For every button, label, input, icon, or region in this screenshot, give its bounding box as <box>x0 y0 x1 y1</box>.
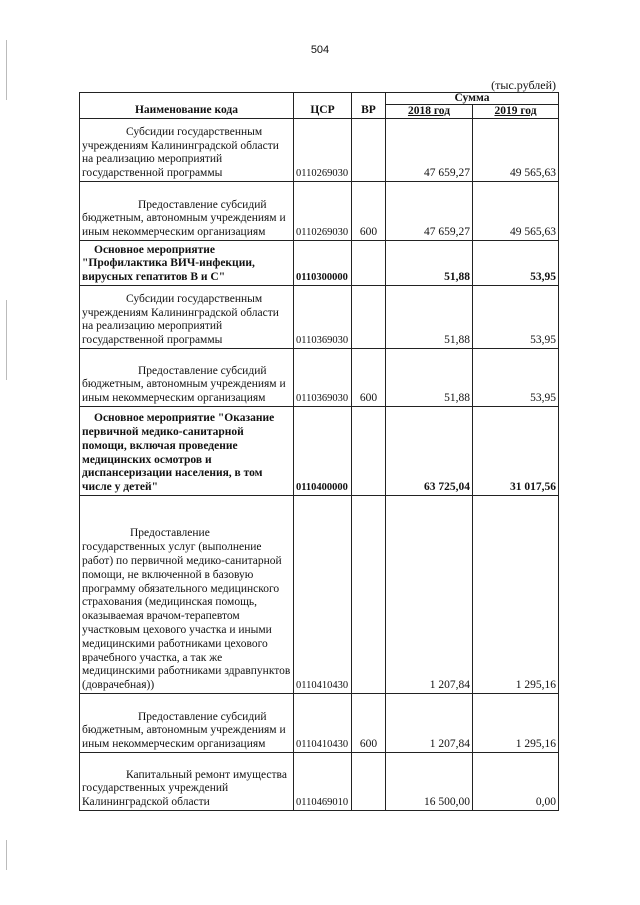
row-sum-2019: 49 565,63 <box>473 119 559 182</box>
row-sum-2018: 51,88 <box>386 286 473 349</box>
row-sum-2019: 53,95 <box>473 286 559 349</box>
row-vr: 600 <box>352 182 386 241</box>
row-sum-2018: 63 725,04 <box>386 407 473 496</box>
header-vr: ВР <box>352 93 386 119</box>
row-sum-2018: 51,88 <box>386 241 473 286</box>
row-name: Предоставление субсидий бюджетным, автономным учреждениям и иным некоммерческим организациям <box>80 349 294 407</box>
row-csr: 0110410430 <box>294 694 352 753</box>
scan-edge-mark <box>6 840 7 870</box>
row-csr: 0110269030 <box>294 182 352 241</box>
row-vr <box>352 407 386 496</box>
row-sum-2019: 53,95 <box>473 241 559 286</box>
row-csr: 0110410430 <box>294 496 352 694</box>
row-sum-2018: 47 659,27 <box>386 119 473 182</box>
row-sum-2019: 53,95 <box>473 349 559 407</box>
scan-edge-mark <box>6 300 7 380</box>
units-label: (тыс.рублей) <box>491 78 556 92</box>
table-row <box>80 349 559 407</box>
row-vr <box>352 286 386 349</box>
table-row <box>80 182 559 241</box>
row-vr <box>352 119 386 182</box>
row-sum-2018: 47 659,27 <box>386 182 473 241</box>
row-sum-2018: 1 207,84 <box>386 496 473 694</box>
row-sum-2019: 1 295,16 <box>473 496 559 694</box>
table-row <box>80 496 559 694</box>
header-name: Наименование кода <box>80 93 294 119</box>
row-sum-2019: 31 017,56 <box>473 407 559 496</box>
row-name: Основное мероприятие "Профилактика ВИЧ-инфекции, вирусных гепатитов В и С" <box>80 241 294 286</box>
row-vr: 600 <box>352 349 386 407</box>
row-vr <box>352 241 386 286</box>
row-sum-2018: 1 207,84 <box>386 694 473 753</box>
table-row <box>80 119 559 182</box>
row-csr: 0110369030 <box>294 286 352 349</box>
table-row <box>80 694 559 753</box>
row-sum-2018: 51,88 <box>386 349 473 407</box>
row-name: Предоставление государственных услуг (выполнение работ) по первичной медико-санитарной помощи, не включенной в базовую программу обязательного медицинского страхования (медицинская помощь, оказываемая врачом-терапевтом участковым цехового участка и иными медицинскими работниками цехового врачебного участка, а так же медицинскими работниками здравпунктов (доврачебная)) <box>80 496 294 694</box>
row-name: Субсидии государственным учреждениям Калининградской области на реализацию мероприятий государственной программы <box>80 119 294 182</box>
page-number: 504 <box>310 44 330 56</box>
row-vr <box>352 496 386 694</box>
table-header-row <box>80 93 559 105</box>
row-csr: 0110269030 <box>294 119 352 182</box>
row-vr: 600 <box>352 694 386 753</box>
row-vr <box>352 753 386 811</box>
header-sum: Сумма <box>386 93 559 105</box>
row-name: Предоставление субсидий бюджетным, автономным учреждениям и иным некоммерческим организациям <box>80 694 294 753</box>
row-name: Капитальный ремонт имущества государственных учреждений Калининградской области <box>80 753 294 811</box>
row-csr: 0110369030 <box>294 349 352 407</box>
row-csr: 0110400000 <box>294 407 352 496</box>
row-name: Субсидии государственным учреждениям Калининградской области на реализацию мероприятий государственной программы <box>80 286 294 349</box>
budget-table <box>79 92 559 811</box>
row-name: Основное мероприятие "Оказание первичной медико-санитарной помощи, включая проведение медицинских осмотров и диспансеризации населения, в том числе у детей" <box>80 407 294 496</box>
row-sum-2018: 16 500,00 <box>386 753 473 811</box>
row-sum-2019: 49 565,63 <box>473 182 559 241</box>
row-csr: 0110469010 <box>294 753 352 811</box>
header-year-2018: 2018 год <box>386 105 473 119</box>
header-year-2019: 2019 год <box>473 105 559 119</box>
row-name: Предоставление субсидий бюджетным, автономным учреждениям и иным некоммерческим организациям <box>80 182 294 241</box>
table-row <box>80 286 559 349</box>
row-sum-2019: 0,00 <box>473 753 559 811</box>
table-row <box>80 753 559 811</box>
row-sum-2019: 1 295,16 <box>473 694 559 753</box>
table-row <box>80 241 559 286</box>
header-csr: ЦСР <box>294 93 352 119</box>
table-row <box>80 407 559 496</box>
row-csr: 0110300000 <box>294 241 352 286</box>
